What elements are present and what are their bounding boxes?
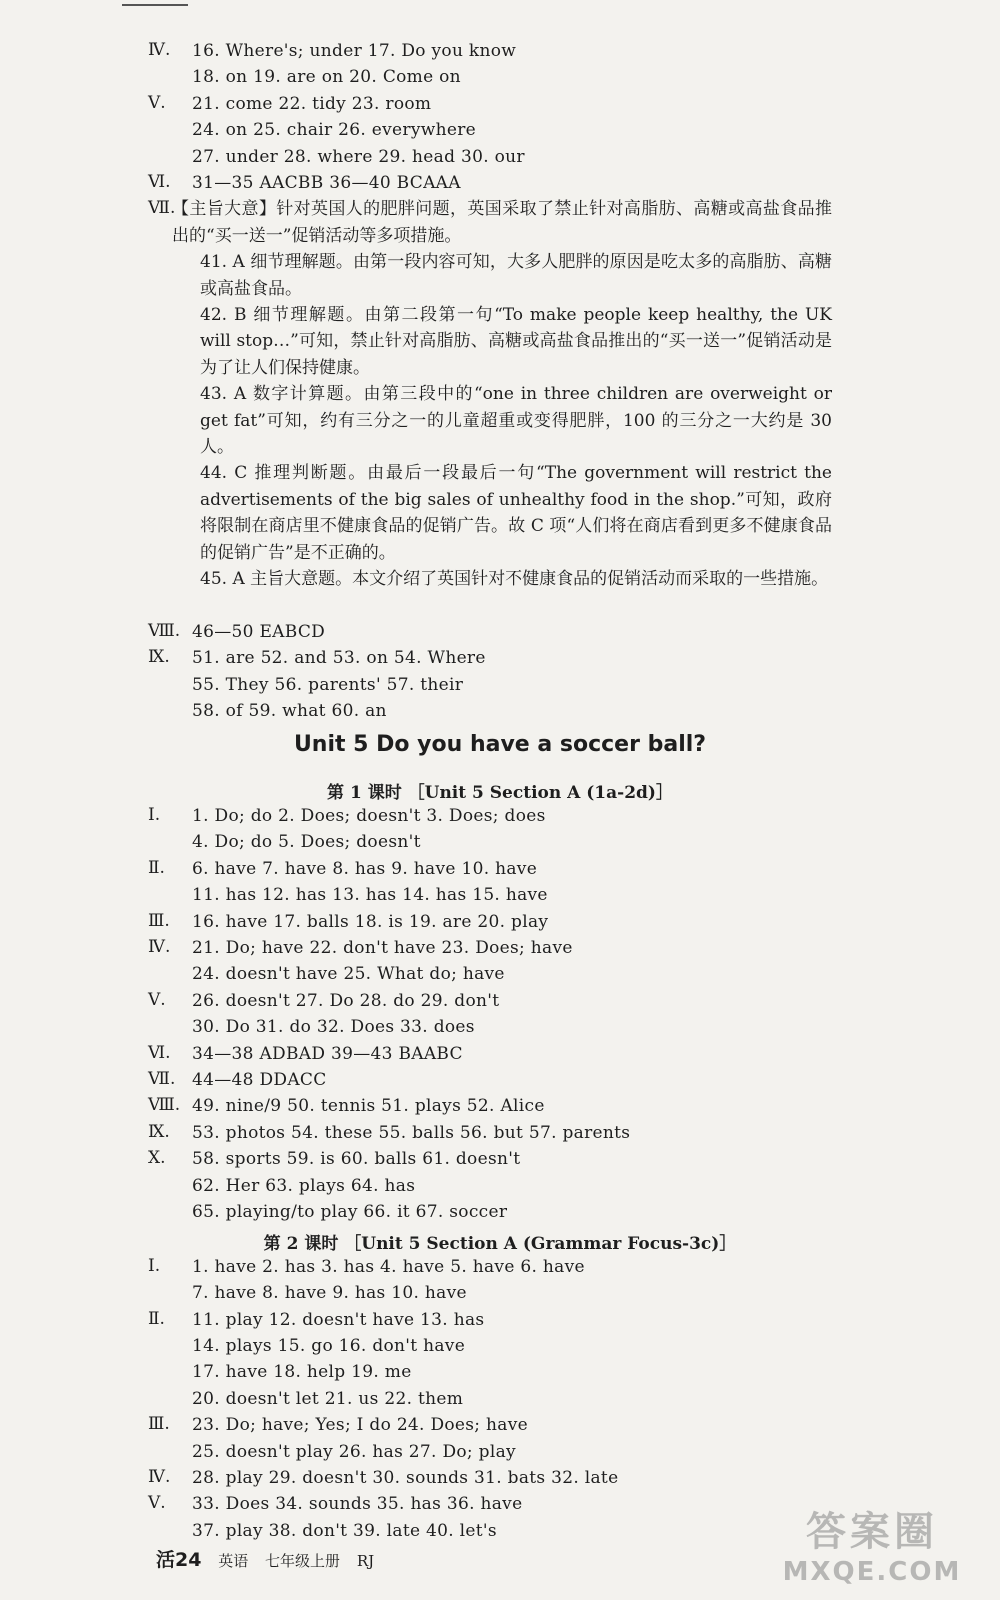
answer-line: 18. on 19. are on 20. Come on	[192, 67, 461, 88]
answer-line: 16. have 17. balls 18. is 19. are 20. play	[192, 911, 549, 932]
section-numeral: Ⅳ.	[148, 40, 171, 60]
answer-line: 26. doesn't 27. Do 28. do 29. don't	[192, 990, 500, 1011]
lesson-2-title: 第 2 课时 ［Unit 5 Section A (Grammar Focus-3c)］	[263, 1234, 737, 1255]
answer-line: 11. play 12. doesn't have 13. has	[192, 1309, 485, 1330]
section-numeral: Ⅹ.	[148, 1148, 166, 1169]
watermark-en: MXQE.COM	[782, 1557, 962, 1587]
answer-line: 16. Where's; under 17. Do you know	[192, 41, 517, 61]
answer-line: 24. on 25. chair 26. everywhere	[192, 120, 476, 141]
answer-line: 23. Do; have; Yes; I do 24. Does; have	[192, 1415, 528, 1436]
section-numeral: Ⅳ.	[148, 937, 171, 957]
answer-line: 33. Does 34. sounds 35. has 36. have	[192, 1494, 523, 1515]
section-numeral: Ⅳ.	[148, 1467, 171, 1487]
answer-line: 30. Do 31. do 32. Does 33. does	[192, 1017, 475, 1038]
answer-line: 49. nine/9 50. tennis 51. plays 52. Alice	[192, 1096, 545, 1117]
reading-summary: 【主旨大意】针对英国人的肥胖问题，英国采取了禁止针对高脂肪、高糖或高盐食品推出的“买一送一”促销活动等多项措施。	[172, 199, 832, 246]
answer-line: 24. doesn't have 25. What do; have	[192, 964, 505, 985]
section-numeral: Ⅰ.	[148, 1255, 161, 1276]
answer-line: 46—50 EABCD	[192, 621, 326, 642]
section-numeral: Ⅷ.	[148, 620, 181, 641]
section-numeral: Ⅲ.	[148, 910, 170, 931]
reading-answer-item: 44. C 推理判断题。由最后一段最后一句“The government will restrict the advertisements of the big sales of unhealthy food in the shop.”可知，政府将限制在商店里不健康食品的促销广告。故 C 项“人们将在商店看到更多不健康食品的促销广告”是不正确的。	[200, 463, 832, 563]
answer-line: 44—48 DDACC	[192, 1070, 327, 1090]
section-numeral: Ⅵ.	[148, 1042, 171, 1063]
answer-line: 4. Do; do 5. Does; doesn't	[192, 832, 421, 853]
reading-answer-item: 41. A 细节理解题。由第一段内容可知，大多人肥胖的原因是吃太多的高脂肪、高糖或高盐食品。	[200, 252, 832, 299]
answer-line: 20. doesn't let 21. us 22. them	[192, 1388, 464, 1409]
lesson-1-title: 第 1 课时 ［Unit 5 Section A (1a-2d)］	[327, 783, 673, 803]
footer-subject: 英语	[218, 1552, 249, 1570]
answer-line: 27. under 28. where 29. head 30. our	[192, 146, 525, 167]
reading-answer-item: 42. B 细节理解题。由第二段第一句“To make people keep healthy, the UK will stop…”可知，禁止针对高脂肪、高糖或高盐食品推出的“买一送一”促销活动是为了让人们保持健康。	[200, 305, 832, 378]
section-numeral: Ⅴ.	[148, 989, 166, 1010]
answer-line: 21. come 22. tidy 23. room	[192, 93, 432, 114]
watermark-logo	[772, 1500, 972, 1592]
answer-line: 58. of 59. what 60. an	[192, 701, 387, 721]
answer-line: 6. have 7. have 8. has 9. have 10. have	[192, 858, 538, 879]
section-numeral: Ⅷ.	[148, 1095, 181, 1116]
page-footer	[156, 1545, 386, 1572]
answer-line: 37. play 38. don't 39. late 40. let's	[192, 1520, 497, 1541]
top-rule	[122, 4, 188, 6]
section-numeral: Ⅱ.	[148, 857, 165, 878]
section-numeral: Ⅲ.	[148, 1414, 170, 1435]
section-numeral: Ⅵ.	[148, 172, 171, 192]
answer-line: 58. sports 59. is 60. balls 61. doesn't	[192, 1149, 521, 1170]
page-number: 活24	[156, 1549, 202, 1571]
answer-line: 62. Her 63. plays 64. has	[192, 1175, 416, 1196]
answer-line: 14. plays 15. go 16. don't have	[192, 1336, 466, 1356]
answer-line: 65. playing/to play 66. it 67. soccer	[192, 1202, 508, 1222]
answer-line: 17. have 18. help 19. me	[192, 1362, 412, 1383]
answer-line: 11. has 12. has 13. has 14. has 15. have	[192, 885, 548, 906]
answer-line: 7. have 8. have 9. has 10. have	[192, 1283, 467, 1304]
answer-line: 25. doesn't play 26. has 27. Do; play	[192, 1441, 516, 1462]
answer-line: 51. are 52. and 53. on 54. Where	[192, 648, 486, 669]
section-numeral: Ⅴ.	[148, 92, 166, 113]
answer-line: 1. Do; do 2. Does; doesn't 3. Does; does	[192, 806, 546, 826]
watermark-cn: 答案圈	[806, 1509, 938, 1555]
section-numeral: Ⅴ.	[148, 1493, 166, 1514]
answer-line: 34—38 ADBAD 39—43 BAABC	[192, 1043, 463, 1064]
answer-line: 1. have 2. has 3. has 4. have 5. have 6. have	[192, 1256, 585, 1277]
section-numeral: Ⅸ.	[148, 1121, 170, 1142]
answer-line: 55. They 56. parents' 57. their	[192, 674, 464, 695]
reading-answer-item: 43. A 数字计算题。由第三段中的“one in three children are overweight or get fat”可知，约有三分之一的儿童超重或变得肥胖，100 的三分之一大约是 30 人。	[200, 384, 832, 457]
section-numeral: Ⅱ.	[148, 1308, 165, 1329]
section-numeral: Ⅸ.	[148, 647, 170, 668]
reading-answer-item: 45. A 主旨大意题。本文介绍了英国针对不健康食品的促销活动而采取的一些措施。	[200, 569, 829, 589]
answer-line: 28. play 29. doesn't 30. sounds 31. bats 32. late	[192, 1468, 619, 1488]
footer-grade: 七年级上册	[265, 1552, 341, 1570]
unit-title: Unit 5 Do you have a soccer ball?	[293, 732, 707, 757]
answer-line: 53. photos 54. these 55. balls 56. but 57. parents	[192, 1122, 631, 1143]
answer-line: 21. Do; have 22. don't have 23. Does; have	[192, 938, 573, 958]
section-numeral: Ⅶ.	[148, 198, 176, 219]
answer-line: 31—35 AACBB 36—40 BCAAA	[192, 173, 461, 193]
section-numeral: Ⅶ.	[148, 1069, 176, 1089]
footer-edition: RJ	[356, 1552, 375, 1570]
section-numeral: Ⅰ.	[148, 805, 161, 825]
